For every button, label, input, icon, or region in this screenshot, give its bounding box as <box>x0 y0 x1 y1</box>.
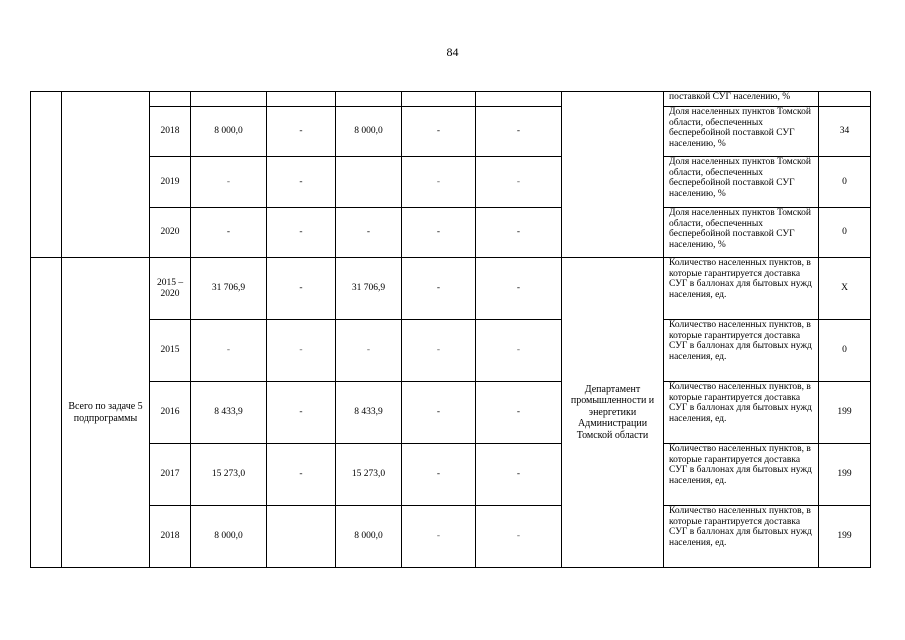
other-cell: - <box>476 258 562 320</box>
table-row <box>31 92 871 107</box>
total-cell: 8 000,0 <box>191 506 267 568</box>
empty-cell <box>31 258 62 568</box>
federal-cell: - <box>267 444 336 506</box>
table-row <box>31 258 871 320</box>
total-cell: - <box>191 320 267 382</box>
year-cell: 2020 <box>150 208 191 258</box>
total-cell: 8 000,0 <box>191 107 267 157</box>
value-cell: 34 <box>819 107 871 157</box>
regional-cell: 8 000,0 <box>336 506 402 568</box>
empty-cell <box>31 92 62 258</box>
year-cell: 2019 <box>150 157 191 208</box>
department-cell <box>562 92 664 258</box>
local-cell: - <box>402 444 476 506</box>
federal-cell: - <box>267 258 336 320</box>
table-row <box>31 320 871 382</box>
year-cell: 2016 <box>150 382 191 444</box>
local-cell: - <box>402 506 476 568</box>
value-cell: 199 <box>819 506 871 568</box>
local-cell: - <box>402 157 476 208</box>
table-row <box>31 444 871 506</box>
federal-cell: - <box>267 107 336 157</box>
indicator-cell: поставкой СУГ населению, % <box>664 92 819 107</box>
total-cell: 31 706,9 <box>191 258 267 320</box>
regional-cell: 31 706,9 <box>336 258 402 320</box>
regional-cell <box>336 92 402 107</box>
year-cell: 2015 <box>150 320 191 382</box>
total-cell: - <box>191 208 267 258</box>
other-cell: - <box>476 107 562 157</box>
local-cell: - <box>402 320 476 382</box>
table-row <box>31 382 871 444</box>
federal-cell: - <box>267 382 336 444</box>
year-cell <box>150 92 191 107</box>
table-row <box>31 157 871 208</box>
regional-cell: 8 433,9 <box>336 382 402 444</box>
other-cell: - <box>476 320 562 382</box>
total-cell: 8 433,9 <box>191 382 267 444</box>
federal-cell: - <box>267 157 336 208</box>
value-cell: 199 <box>819 382 871 444</box>
regional-cell: 15 273,0 <box>336 444 402 506</box>
year-cell: 2018 <box>150 506 191 568</box>
total-cell: - <box>191 157 267 208</box>
indicator-cell: Количество населенных пунктов, в которые гарантируется доставка СУГ в баллонах для бытовых нужд населения, ед. <box>664 258 819 320</box>
indicator-cell: Количество населенных пунктов, в которые гарантируется доставка СУГ в баллонах для бытовых нужд населения, ед. <box>664 506 819 568</box>
other-cell: - <box>476 382 562 444</box>
other-cell: - <box>476 506 562 568</box>
indicator-cell: Доля населенных пунктов Томской области, обеспеченных бесперебойной поставкой СУГ населению, % <box>664 107 819 157</box>
page-number: 84 <box>446 45 459 59</box>
table-row <box>31 107 871 157</box>
regional-cell: 8 000,0 <box>336 107 402 157</box>
task-total-label: Всего по задаче 5 подпрограммы <box>62 258 150 568</box>
year-cell: 2015 – 2020 <box>150 258 191 320</box>
regional-cell: - <box>336 208 402 258</box>
value-cell: 0 <box>819 320 871 382</box>
total-cell <box>191 92 267 107</box>
other-cell <box>476 92 562 107</box>
value-cell: 0 <box>819 208 871 258</box>
federal-cell: - <box>267 208 336 258</box>
indicator-cell: Доля населенных пунктов Томской области, обеспеченных бесперебойной поставкой СУГ населению, % <box>664 208 819 258</box>
federal-cell <box>267 92 336 107</box>
regional-cell: - <box>336 320 402 382</box>
regional-cell <box>336 157 402 208</box>
total-cell: 15 273,0 <box>191 444 267 506</box>
indicator-cell: Количество населенных пунктов, в которые гарантируется доставка СУГ в баллонах для бытовых нужд населения, ед. <box>664 444 819 506</box>
indicator-cell: Количество населенных пунктов, в которые гарантируется доставка СУГ в баллонах для бытовых нужд населения, ед. <box>664 320 819 382</box>
year-cell: 2017 <box>150 444 191 506</box>
local-cell: - <box>402 208 476 258</box>
table-row <box>31 208 871 258</box>
other-cell: - <box>476 444 562 506</box>
value-cell: 0 <box>819 157 871 208</box>
local-cell: - <box>402 107 476 157</box>
value-cell: X <box>819 258 871 320</box>
year-cell: 2018 <box>150 107 191 157</box>
department-cell: Департамент промышленности и энергетики Администрации Томской области <box>562 258 664 568</box>
other-cell: - <box>476 208 562 258</box>
table-row <box>31 506 871 568</box>
indicator-cell: Доля населенных пунктов Томской области, обеспеченных бесперебойной поставкой СУГ населению, % <box>664 157 819 208</box>
budget-table <box>30 91 871 568</box>
value-cell <box>819 92 871 107</box>
local-cell: - <box>402 258 476 320</box>
federal-cell <box>267 506 336 568</box>
federal-cell: - <box>267 320 336 382</box>
value-cell: 199 <box>819 444 871 506</box>
local-cell <box>402 92 476 107</box>
other-cell: - <box>476 157 562 208</box>
empty-cell <box>62 92 150 258</box>
indicator-cell: Количество населенных пунктов, в которые гарантируется доставка СУГ в баллонах для бытовых нужд населения, ед. <box>664 382 819 444</box>
local-cell: - <box>402 382 476 444</box>
